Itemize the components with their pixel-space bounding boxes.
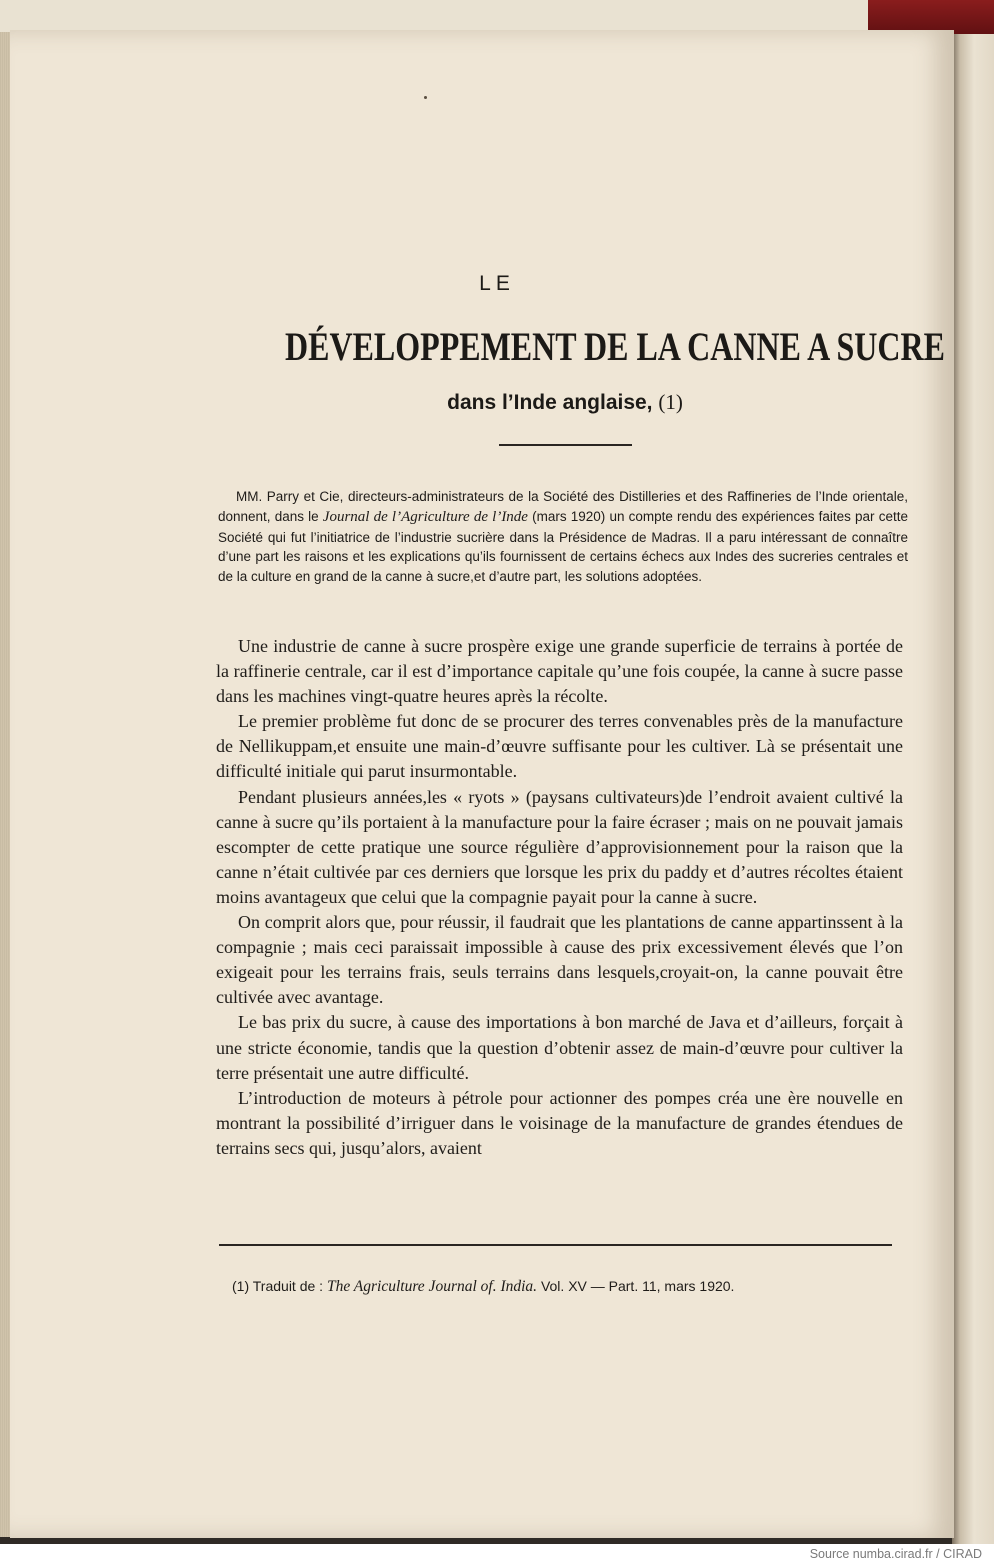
body-paragraph: Pendant plusieurs années,les « ryots » (paysans cultivateurs)de l’endroit avaient cultivé la canne à sucre qu’ils portaient à la manufacture pour la faire écraser ; mais on ne pouvait jamais escompter de cette pratique une source régulière d’approvisionnement pour la raison que la canne n’était cultivée par ces derniers que lorsque les prix du paddy et d’autres récoltes étaient moins avantageux que celui que la compagnie payait pour la canne à sucre. <box>216 786 903 907</box>
intro-journal-title: Journal de l’Agriculture de l’Inde <box>322 508 528 525</box>
footnote-suffix: Vol. XV — Part. 11, mars 1920. <box>540 1278 735 1294</box>
article-title: DÉVELOPPEMENT DE LA CANNE A SUCRE <box>285 324 945 369</box>
footnote-prefix: Traduit de : <box>252 1278 324 1294</box>
next-page-edge <box>952 34 994 1544</box>
body-paragraph: Le bas prix du sucre, à cause des importations à bon marché de Java et d’ailleurs, forçait à une stricte économie, tandis que la question d’obtenir assez de main-d’œuvre pour cultiver la terre présentait une autre difficulté. <box>216 1012 903 1083</box>
intro-text-1: MM. Parry et Cie, directeurs-administrateurs de la Société des Distilleries et des Raffineries de l’Inde orientale, donnent, dans le <box>218 489 908 524</box>
subtitle-text: dans l’Inde anglaise, <box>447 391 653 414</box>
title-separator-rule <box>499 444 632 446</box>
intro-paragraph <box>218 487 908 587</box>
article-body <box>216 634 903 1161</box>
body-paragraph: Le premier problème fut donc de se procurer des terres convenables près de la manufacture de Nellikuppam,et ensuite une main-d’œuvre suffisante pour les cultiver. Là se présentait une difficulté initiale qui parut insurmontable. <box>216 711 903 782</box>
article-subtitle <box>0 390 994 415</box>
subtitle-footnote-ref: (1) <box>658 390 683 414</box>
footnote <box>232 1278 912 1296</box>
intro-text-2: (mars 1920) un compte rendu des expériences faites par cette Société qui fut l’initiatrice de l’industrie sucrière dans la Présidence de Madras. Il a paru intéressant de connaître d’une part les raisons et les explications qu’ils fournissent de certains échecs aux Indes des sucreries centrales et de la culture en grand de la canne à sucre,et d’autre part, les solutions adoptées. <box>218 508 908 585</box>
body-paragraph: On comprit alors que, pour réussir, il faudrait que les plantations de canne appartinssent à la compagnie ; mais ceci paraissait impossible à cause des prix excessivement élevés que l’on exigeait pour les terrains frais, seuls terrains dans lesquels,croyait-on, la canne pouvait être cultivée avec avantage. <box>216 912 903 1008</box>
page-top-edge <box>0 0 994 34</box>
title-le: LE <box>479 272 515 295</box>
page-speck <box>424 96 427 99</box>
footnote-mark: (1) <box>232 1278 250 1294</box>
body-paragraph: Une industrie de canne à sucre prospère exige une grande superficie de terrains à portée de la raffinerie centrale, car il est d’importance capitale qu’une fois coupée, la canne à sucre passe dans les machines vingt-quatre heures après la récolte. <box>216 636 903 707</box>
footnote-journal: The Agriculture Journal of. India. <box>326 1278 538 1295</box>
footnote-rule <box>219 1244 892 1246</box>
source-bar <box>0 1544 994 1566</box>
source-credit: Source numba.cirad.fr / CIRAD <box>809 1547 982 1561</box>
body-paragraph: L’introduction de moteurs à pétrole pour actionner des pompes créa une ère nouvelle en montrant la possibilité d’irriguer dans le voisinage de la manufacture de grandes étendues de terrains secs qui, jusqu’alors, avaient <box>216 1087 903 1158</box>
